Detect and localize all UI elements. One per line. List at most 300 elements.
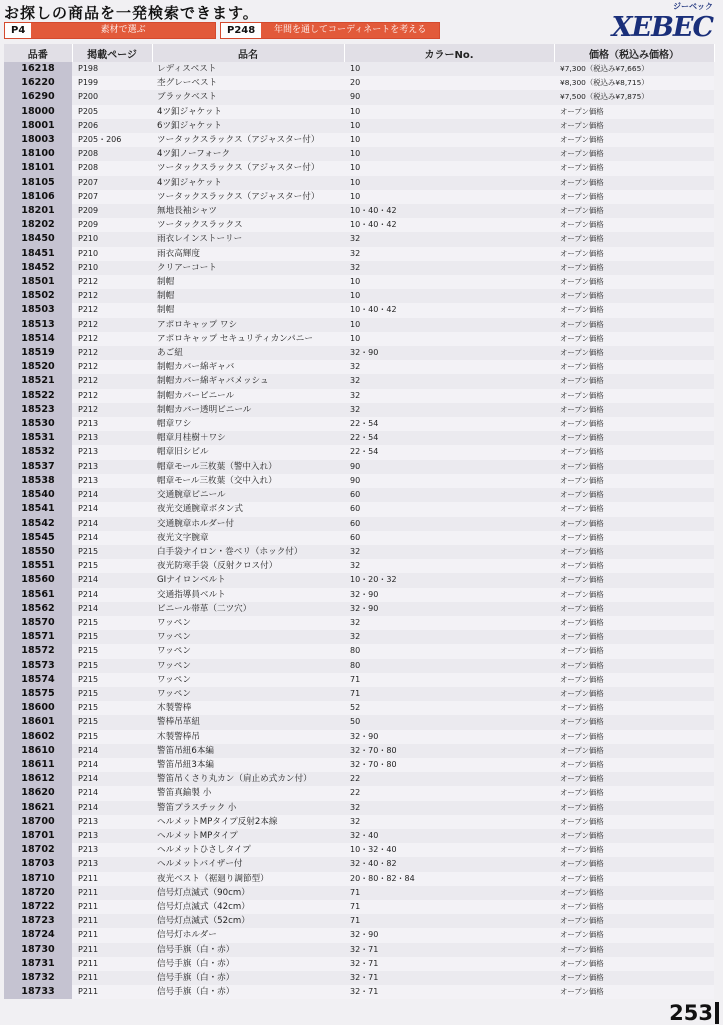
product-name-cell: 雨衣レインストーリー bbox=[152, 232, 344, 246]
page-ref-cell: P210 bbox=[72, 232, 152, 246]
price-cell: ¥8,300（税込み¥8,715） bbox=[554, 76, 714, 90]
page-ref-cell: P211 bbox=[72, 928, 152, 942]
page-ref-cell: P207 bbox=[72, 176, 152, 190]
brand-logo: XEBEC bbox=[611, 12, 713, 43]
product-code-cell: 18101 bbox=[4, 161, 72, 175]
page-ref-cell: P215 bbox=[72, 616, 152, 630]
tag-material-text: 素材で選ぶ bbox=[100, 25, 146, 35]
product-name-cell: ワッペン bbox=[152, 687, 344, 701]
product-name-cell: ワッペン bbox=[152, 630, 344, 644]
product-code-cell: 18519 bbox=[4, 346, 72, 360]
price-cell: オープン価格 bbox=[554, 318, 714, 332]
color-no-cell: 32 bbox=[344, 360, 554, 374]
price-cell: オープン価格 bbox=[554, 190, 714, 204]
color-no-cell: 32・90 bbox=[344, 588, 554, 602]
product-code-cell: 18550 bbox=[4, 545, 72, 559]
price-cell: オープン価格 bbox=[554, 559, 714, 573]
page-ref-cell: P211 bbox=[72, 872, 152, 886]
table-row bbox=[4, 502, 714, 516]
product-name-cell: 信号灯ホルダー bbox=[152, 928, 344, 942]
price-cell: オープン価格 bbox=[554, 857, 714, 871]
product-name-cell: 信号手旗（白・赤） bbox=[152, 985, 344, 999]
table-row bbox=[4, 204, 714, 218]
page-ref-cell: P214 bbox=[72, 488, 152, 502]
color-no-cell: 32・40 bbox=[344, 829, 554, 843]
color-no-cell: 20 bbox=[344, 76, 554, 90]
table-row bbox=[4, 843, 714, 857]
table-row bbox=[4, 801, 714, 815]
product-code-cell: 18542 bbox=[4, 517, 72, 531]
product-name-cell: 帽章モール三枚葉（警中入れ） bbox=[152, 460, 344, 474]
product-code-cell: 18106 bbox=[4, 190, 72, 204]
table-row bbox=[4, 346, 714, 360]
product-name-cell: GIナイロンベルト bbox=[152, 573, 344, 587]
product-name-cell: 木製警棒吊 bbox=[152, 730, 344, 744]
product-code-cell: 18710 bbox=[4, 872, 72, 886]
page-ref-cell: P214 bbox=[72, 758, 152, 772]
product-name-cell: ツータックスラックス bbox=[152, 218, 344, 232]
product-code-cell: 18703 bbox=[4, 857, 72, 871]
product-code-cell: 18731 bbox=[4, 957, 72, 971]
page-ref-cell: P211 bbox=[72, 943, 152, 957]
page-title: お探しの商品を一発検索できます。 bbox=[4, 4, 259, 22]
table-row bbox=[4, 715, 714, 729]
table-row bbox=[4, 119, 714, 133]
table-row bbox=[4, 886, 714, 900]
product-code-cell: 18560 bbox=[4, 573, 72, 587]
product-code-cell: 18575 bbox=[4, 687, 72, 701]
page-ref-cell: P208 bbox=[72, 147, 152, 161]
table-row bbox=[4, 687, 714, 701]
table-row bbox=[4, 275, 714, 289]
page-ref-cell: P212 bbox=[72, 275, 152, 289]
column-header-color: カラーNo. bbox=[344, 44, 554, 62]
page-ref-cell: P214 bbox=[72, 786, 152, 800]
product-name-cell: ビニール帯革（二ツ穴） bbox=[152, 602, 344, 616]
product-name-cell: 信号手旗（白・赤） bbox=[152, 957, 344, 971]
page-ref-cell: P209 bbox=[72, 218, 152, 232]
color-no-cell: 32・71 bbox=[344, 985, 554, 999]
price-cell: オープン価格 bbox=[554, 218, 714, 232]
product-name-cell: 交通腕章ビニール bbox=[152, 488, 344, 502]
product-code-cell: 18730 bbox=[4, 943, 72, 957]
page-header bbox=[0, 0, 723, 42]
price-cell: オープン価格 bbox=[554, 488, 714, 502]
table-row bbox=[4, 644, 714, 658]
product-code-cell: 18501 bbox=[4, 275, 72, 289]
product-name-cell: クリアーコート bbox=[152, 261, 344, 275]
color-no-cell: 10 bbox=[344, 275, 554, 289]
column-header-code: 品番 bbox=[4, 44, 72, 62]
product-name-cell: ヘルメットMPタイプ bbox=[152, 829, 344, 843]
product-code-cell: 18621 bbox=[4, 801, 72, 815]
table-header-row bbox=[4, 44, 714, 62]
color-no-cell: 32・40・82 bbox=[344, 857, 554, 871]
color-no-cell: 90 bbox=[344, 460, 554, 474]
product-code-cell: 18513 bbox=[4, 318, 72, 332]
color-no-cell: 22・54 bbox=[344, 431, 554, 445]
product-code-cell: 18601 bbox=[4, 715, 72, 729]
color-no-cell: 32 bbox=[344, 374, 554, 388]
price-cell: オープン価格 bbox=[554, 161, 714, 175]
product-name-cell: 信号灯点滅式（90cm） bbox=[152, 886, 344, 900]
product-name-cell: ヘルメットMPタイプ反射2本線 bbox=[152, 815, 344, 829]
color-no-cell: 32・71 bbox=[344, 971, 554, 985]
table-row bbox=[4, 857, 714, 871]
product-code-cell: 18532 bbox=[4, 445, 72, 459]
product-name-cell: ツータックスラックス（アジャスター付） bbox=[152, 190, 344, 204]
product-name-cell: 杢グレーベスト bbox=[152, 76, 344, 90]
product-code-cell: 18572 bbox=[4, 644, 72, 658]
color-no-cell: 22 bbox=[344, 772, 554, 786]
price-cell: オープン価格 bbox=[554, 346, 714, 360]
product-code-cell: 18562 bbox=[4, 602, 72, 616]
table-row bbox=[4, 914, 714, 928]
price-cell: オープン価格 bbox=[554, 360, 714, 374]
table-row bbox=[4, 218, 714, 232]
price-cell: オープン価格 bbox=[554, 105, 714, 119]
page-ref-cell: P213 bbox=[72, 829, 152, 843]
color-no-cell: 80 bbox=[344, 659, 554, 673]
price-cell: オープン価格 bbox=[554, 943, 714, 957]
product-name-cell: あご紐 bbox=[152, 346, 344, 360]
product-name-cell: 夜光交通腕章ボタン式 bbox=[152, 502, 344, 516]
price-cell: オープン価格 bbox=[554, 119, 714, 133]
page-ref-cell: P215 bbox=[72, 687, 152, 701]
page-ref-cell: P213 bbox=[72, 445, 152, 459]
product-name-cell: アポロキャップ セキュリティカンパニー bbox=[152, 332, 344, 346]
product-name-cell: 4ツ釦ジャケット bbox=[152, 105, 344, 119]
color-no-cell: 10・40・42 bbox=[344, 218, 554, 232]
product-name-cell: ツータックスラックス（アジャスター付） bbox=[152, 161, 344, 175]
page-ref-cell: P212 bbox=[72, 332, 152, 346]
price-cell: オープン価格 bbox=[554, 744, 714, 758]
table-row bbox=[4, 332, 714, 346]
product-code-cell: 18531 bbox=[4, 431, 72, 445]
product-name-cell: 警笛プラスチック 小 bbox=[152, 801, 344, 815]
color-no-cell: 90 bbox=[344, 90, 554, 104]
page-ref-cell: P214 bbox=[72, 517, 152, 531]
product-code-cell: 18541 bbox=[4, 502, 72, 516]
price-cell: ¥7,500（税込み¥7,875） bbox=[554, 90, 714, 104]
page-ref-cell: P199 bbox=[72, 76, 152, 90]
product-name-cell: 夜光ベスト（裾廻り調節型） bbox=[152, 872, 344, 886]
color-no-cell: 10 bbox=[344, 147, 554, 161]
product-name-cell: ブラックベスト bbox=[152, 90, 344, 104]
color-no-cell: 32・70・80 bbox=[344, 744, 554, 758]
table-row bbox=[4, 531, 714, 545]
table-row bbox=[4, 90, 714, 104]
page-ref-cell: P215 bbox=[72, 730, 152, 744]
table-row bbox=[4, 730, 714, 744]
page-ref-cell: P214 bbox=[72, 573, 152, 587]
tag-material[interactable] bbox=[4, 22, 216, 39]
product-name-cell: 警笛真鍮製 小 bbox=[152, 786, 344, 800]
price-cell: オープン価格 bbox=[554, 247, 714, 261]
price-cell: オープン価格 bbox=[554, 886, 714, 900]
price-cell: オープン価格 bbox=[554, 431, 714, 445]
price-cell: オープン価格 bbox=[554, 389, 714, 403]
page-ref-cell: P212 bbox=[72, 318, 152, 332]
page-ref-cell: P215 bbox=[72, 715, 152, 729]
price-cell: オープン価格 bbox=[554, 616, 714, 630]
color-no-cell: 32 bbox=[344, 232, 554, 246]
product-name-cell: ツータックスラックス（アジャスター付） bbox=[152, 133, 344, 147]
table-row bbox=[4, 957, 714, 971]
color-no-cell: 32・70・80 bbox=[344, 758, 554, 772]
color-no-cell: 22・54 bbox=[344, 417, 554, 431]
product-name-cell: ワッペン bbox=[152, 673, 344, 687]
table-row bbox=[4, 985, 714, 999]
product-code-cell: 18620 bbox=[4, 786, 72, 800]
product-name-cell: 4ツ釦ノーフォーク bbox=[152, 147, 344, 161]
table-row bbox=[4, 673, 714, 687]
page-ref-cell: P213 bbox=[72, 843, 152, 857]
product-name-cell: 制帽カバー綿ギャバメッシュ bbox=[152, 374, 344, 388]
price-cell: オープン価格 bbox=[554, 147, 714, 161]
page-ref-cell: P205・206 bbox=[72, 133, 152, 147]
color-no-cell: 10・40・42 bbox=[344, 303, 554, 317]
product-name-cell: ワッペン bbox=[152, 616, 344, 630]
color-no-cell: 71 bbox=[344, 687, 554, 701]
price-cell: オープン価格 bbox=[554, 843, 714, 857]
product-code-cell: 18502 bbox=[4, 289, 72, 303]
product-code-cell: 18105 bbox=[4, 176, 72, 190]
table-row bbox=[4, 374, 714, 388]
price-cell: オープン価格 bbox=[554, 474, 714, 488]
page-ref-cell: P214 bbox=[72, 801, 152, 815]
page-ref-cell: P214 bbox=[72, 772, 152, 786]
price-cell: オープン価格 bbox=[554, 801, 714, 815]
table-body bbox=[4, 62, 714, 999]
page-ref-cell: P214 bbox=[72, 531, 152, 545]
table-row bbox=[4, 190, 714, 204]
price-cell: オープン価格 bbox=[554, 772, 714, 786]
product-code-cell: 18574 bbox=[4, 673, 72, 687]
price-cell: オープン価格 bbox=[554, 445, 714, 459]
page-ref-cell: P213 bbox=[72, 474, 152, 488]
product-code-cell: 18503 bbox=[4, 303, 72, 317]
product-name-cell: アポロキャップ ワシ bbox=[152, 318, 344, 332]
product-code-cell: 18700 bbox=[4, 815, 72, 829]
price-cell: オープン価格 bbox=[554, 374, 714, 388]
product-name-cell: 帽章モール三枚葉（交中入れ） bbox=[152, 474, 344, 488]
table-row bbox=[4, 289, 714, 303]
page-ref-cell: P213 bbox=[72, 460, 152, 474]
price-cell: オープン価格 bbox=[554, 730, 714, 744]
price-cell: オープン価格 bbox=[554, 602, 714, 616]
product-code-cell: 16218 bbox=[4, 62, 72, 76]
table-row bbox=[4, 133, 714, 147]
page-ref-cell: P214 bbox=[72, 588, 152, 602]
tag-coordinate-page: P248 bbox=[221, 23, 261, 38]
page-ref-cell: P198 bbox=[72, 62, 152, 76]
color-no-cell: 10 bbox=[344, 318, 554, 332]
price-cell: オープン価格 bbox=[554, 786, 714, 800]
table-row bbox=[4, 772, 714, 786]
price-cell: オープン価格 bbox=[554, 531, 714, 545]
product-code-cell: 18000 bbox=[4, 105, 72, 119]
price-cell: オープン価格 bbox=[554, 176, 714, 190]
product-name-cell: 信号手旗（白・赤） bbox=[152, 971, 344, 985]
price-cell: オープン価格 bbox=[554, 900, 714, 914]
color-no-cell: 71 bbox=[344, 886, 554, 900]
product-code-cell: 18452 bbox=[4, 261, 72, 275]
price-cell: オープン価格 bbox=[554, 417, 714, 431]
page-ref-cell: P211 bbox=[72, 914, 152, 928]
product-code-cell: 18001 bbox=[4, 119, 72, 133]
color-no-cell: 32・90 bbox=[344, 730, 554, 744]
product-name-cell: 帽章旧シビル bbox=[152, 445, 344, 459]
color-no-cell: 10 bbox=[344, 332, 554, 346]
price-cell: オープン価格 bbox=[554, 829, 714, 843]
product-code-cell: 18520 bbox=[4, 360, 72, 374]
color-no-cell: 10 bbox=[344, 190, 554, 204]
price-cell: オープン価格 bbox=[554, 289, 714, 303]
price-cell: オープン価格 bbox=[554, 659, 714, 673]
price-cell: オープン価格 bbox=[554, 701, 714, 715]
logo-kana: ジーベック bbox=[673, 2, 713, 11]
product-code-cell: 18201 bbox=[4, 204, 72, 218]
page-ref-cell: P212 bbox=[72, 303, 152, 317]
product-code-cell: 18551 bbox=[4, 559, 72, 573]
product-name-cell: ヘルメットバイザー付 bbox=[152, 857, 344, 871]
product-code-cell: 18702 bbox=[4, 843, 72, 857]
page-ref-cell: P215 bbox=[72, 644, 152, 658]
product-code-cell: 18100 bbox=[4, 147, 72, 161]
page-ref-cell: P200 bbox=[72, 90, 152, 104]
product-code-cell: 18451 bbox=[4, 247, 72, 261]
color-no-cell: 10・32・40 bbox=[344, 843, 554, 857]
table-row bbox=[4, 474, 714, 488]
product-name-cell: 警笛吊紐6本編 bbox=[152, 744, 344, 758]
product-name-cell: 制帽 bbox=[152, 303, 344, 317]
color-no-cell: 22・54 bbox=[344, 445, 554, 459]
table-row bbox=[4, 701, 714, 715]
table-row bbox=[4, 573, 714, 587]
table-row bbox=[4, 389, 714, 403]
price-cell: オープン価格 bbox=[554, 332, 714, 346]
color-no-cell: 32・90 bbox=[344, 602, 554, 616]
product-code-cell: 18722 bbox=[4, 900, 72, 914]
price-cell: オープン価格 bbox=[554, 673, 714, 687]
page-ref-cell: P215 bbox=[72, 559, 152, 573]
product-name-cell: 白手袋ナイロン・巻ベリ（ホック付） bbox=[152, 545, 344, 559]
color-no-cell: 32 bbox=[344, 616, 554, 630]
page-ref-cell: P213 bbox=[72, 417, 152, 431]
price-cell: オープン価格 bbox=[554, 758, 714, 772]
price-cell: オープン価格 bbox=[554, 644, 714, 658]
page-ref-cell: P208 bbox=[72, 161, 152, 175]
color-no-cell: 32 bbox=[344, 247, 554, 261]
price-cell: オープン価格 bbox=[554, 687, 714, 701]
price-cell: オープン価格 bbox=[554, 133, 714, 147]
page-ref-cell: P215 bbox=[72, 545, 152, 559]
page-ref-cell: P209 bbox=[72, 204, 152, 218]
price-cell: オープン価格 bbox=[554, 275, 714, 289]
page-ref-cell: P214 bbox=[72, 602, 152, 616]
price-cell: オープン価格 bbox=[554, 928, 714, 942]
table-row bbox=[4, 147, 714, 161]
color-no-cell: 60 bbox=[344, 517, 554, 531]
page-ref-cell: P206 bbox=[72, 119, 152, 133]
page-ref-cell: P214 bbox=[72, 744, 152, 758]
page-ref-cell: P205 bbox=[72, 105, 152, 119]
table-row bbox=[4, 76, 714, 90]
product-name-cell: 帽章ワシ bbox=[152, 417, 344, 431]
price-cell: オープン価格 bbox=[554, 502, 714, 516]
table-row bbox=[4, 261, 714, 275]
product-name-cell: 制帽カバー透明ビニール bbox=[152, 403, 344, 417]
table-row bbox=[4, 247, 714, 261]
table-row bbox=[4, 445, 714, 459]
product-code-cell: 18003 bbox=[4, 133, 72, 147]
price-cell: オープン価格 bbox=[554, 971, 714, 985]
price-cell: オープン価格 bbox=[554, 872, 714, 886]
color-no-cell: 71 bbox=[344, 914, 554, 928]
price-cell: オープン価格 bbox=[554, 630, 714, 644]
price-cell: オープン価格 bbox=[554, 573, 714, 587]
product-name-cell: 夜光文字腕章 bbox=[152, 531, 344, 545]
product-name-cell: 制帽カバー綿ギャバ bbox=[152, 360, 344, 374]
product-code-cell: 18523 bbox=[4, 403, 72, 417]
table-row bbox=[4, 232, 714, 246]
tag-coordinate[interactable] bbox=[220, 22, 440, 39]
product-code-cell: 18530 bbox=[4, 417, 72, 431]
page-ref-cell: P215 bbox=[72, 673, 152, 687]
table-row bbox=[4, 105, 714, 119]
color-no-cell: 32・90 bbox=[344, 928, 554, 942]
product-code-cell: 16290 bbox=[4, 90, 72, 104]
page-ref-cell: P210 bbox=[72, 247, 152, 261]
product-name-cell: 木製警棒 bbox=[152, 701, 344, 715]
product-name-cell: 無地長袖シャツ bbox=[152, 204, 344, 218]
color-no-cell: 60 bbox=[344, 502, 554, 516]
product-code-cell: 18571 bbox=[4, 630, 72, 644]
table-row bbox=[4, 630, 714, 644]
table-row bbox=[4, 303, 714, 317]
color-no-cell: 20・80・82・84 bbox=[344, 872, 554, 886]
page-ref-cell: P213 bbox=[72, 815, 152, 829]
price-cell: オープン価格 bbox=[554, 204, 714, 218]
color-no-cell: 32 bbox=[344, 801, 554, 815]
page-ref-cell: P211 bbox=[72, 900, 152, 914]
price-cell: オープン価格 bbox=[554, 985, 714, 999]
table-row bbox=[4, 971, 714, 985]
page-ref-cell: P211 bbox=[72, 971, 152, 985]
product-code-cell: 18561 bbox=[4, 588, 72, 602]
table-row bbox=[4, 431, 714, 445]
table-row bbox=[4, 161, 714, 175]
product-code-cell: 18570 bbox=[4, 616, 72, 630]
page-ref-cell: P214 bbox=[72, 502, 152, 516]
color-no-cell: 10 bbox=[344, 62, 554, 76]
price-cell: オープン価格 bbox=[554, 460, 714, 474]
color-no-cell: 60 bbox=[344, 531, 554, 545]
product-code-cell: 18540 bbox=[4, 488, 72, 502]
color-no-cell: 60 bbox=[344, 488, 554, 502]
table-row bbox=[4, 829, 714, 843]
page-ref-cell: P210 bbox=[72, 261, 152, 275]
product-code-cell: 18202 bbox=[4, 218, 72, 232]
color-no-cell: 52 bbox=[344, 701, 554, 715]
color-no-cell: 32 bbox=[344, 630, 554, 644]
product-code-cell: 18537 bbox=[4, 460, 72, 474]
product-code-cell: 18538 bbox=[4, 474, 72, 488]
page-ref-cell: P211 bbox=[72, 957, 152, 971]
product-code-cell: 18724 bbox=[4, 928, 72, 942]
table-row bbox=[4, 460, 714, 474]
